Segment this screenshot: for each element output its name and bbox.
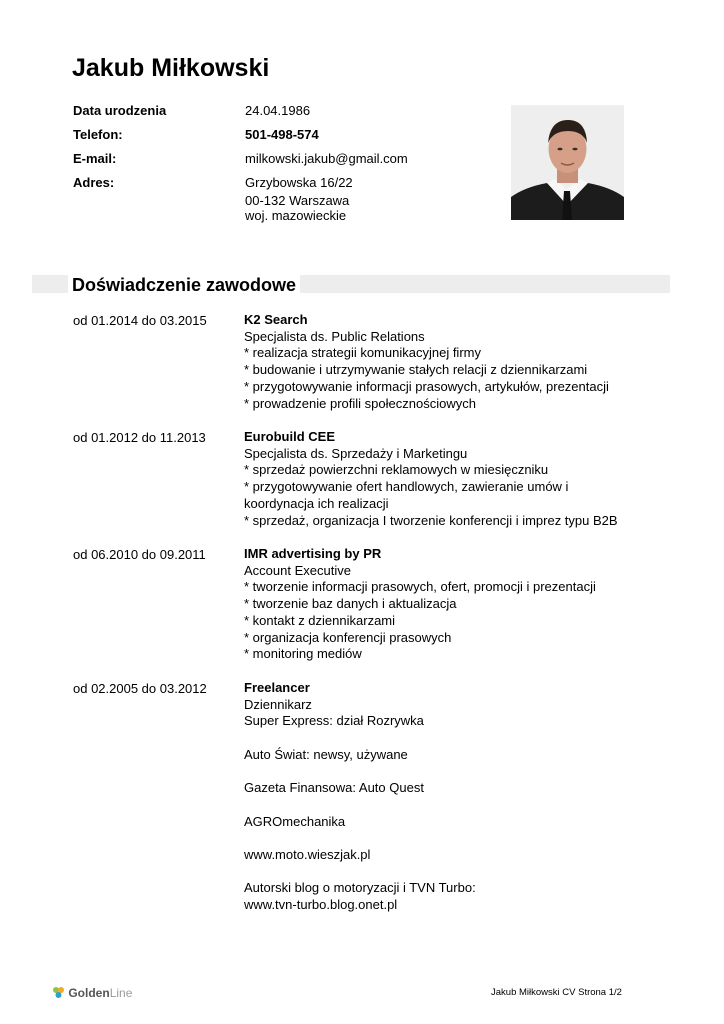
address-line: 00-132 Warszawa xyxy=(245,192,350,208)
duty-item: * tworzenie baz danych i aktualizacja xyxy=(244,596,457,612)
spacer xyxy=(244,797,654,814)
spacer xyxy=(244,830,654,847)
company-name: IMR advertising by PR xyxy=(244,546,382,561)
duty-item: * tworzenie informacji prasowych, ofert, promocji i prezentacji xyxy=(244,579,596,595)
duty-item: * przygotowywanie informacji prasowych, artykułów, prezentacji xyxy=(244,378,609,394)
experience-period: od 02.2005 do 03.2012 xyxy=(73,681,207,696)
duty-item: * monitoring mediów xyxy=(244,646,362,662)
person-portrait-icon xyxy=(511,105,624,220)
duty-item: * organizacja konferencji prasowych xyxy=(244,629,452,645)
experience-period: od 01.2014 do 03.2015 xyxy=(73,313,207,328)
birth-date-label: Data urodzenia xyxy=(73,103,167,118)
experience-entry xyxy=(244,546,654,663)
company-name: Freelancer xyxy=(244,680,310,695)
phone-label: Telefon: xyxy=(73,127,123,142)
experience-period: od 01.2012 do 11.2013 xyxy=(73,430,206,445)
email-value: milkowski.jakub@gmail.com xyxy=(245,151,408,166)
company-name: K2 Search xyxy=(244,312,308,327)
publication-item: Autorski blog o motoryzacji i TVN Turbo: xyxy=(244,880,476,896)
goldenline-logo-icon xyxy=(52,986,65,999)
duty-item: koordynacja ich realizacji xyxy=(244,495,389,511)
duty-item: * przygotowywanie ofert handlowych, zawieranie umów i xyxy=(244,479,569,495)
page-footer: Jakub Miłkowski CV Strona 1/2 xyxy=(491,987,622,998)
logo-text-line: Line xyxy=(109,986,133,1000)
section-title: Doświadczenie zawodowe xyxy=(68,274,300,296)
publication-item: www.tvn-turbo.blog.onet.pl xyxy=(244,897,398,913)
duty-item: * budowanie i utrzymywanie stałych relacji z dziennikarzami xyxy=(244,362,588,378)
duty-item: * sprzedaż, organizacja I tworzenie konferencji i imprez typu B2B xyxy=(244,512,618,528)
duty-item: * sprzedaż powierzchni reklamowych w miesięczniku xyxy=(244,462,549,478)
profile-photo xyxy=(511,105,624,220)
job-title: Specjalista ds. Sprzedaży i Marketingu xyxy=(244,445,468,461)
logo-text-golden: Golden xyxy=(68,986,110,1000)
experience-entry xyxy=(244,680,654,914)
goldenline-logo xyxy=(52,986,132,1000)
job-title: Specjalista ds. Public Relations xyxy=(244,328,425,344)
experience-entry xyxy=(244,429,654,529)
cv-name: Jakub Miłkowski xyxy=(72,54,270,82)
publication-item: www.moto.wieszjak.pl xyxy=(244,846,371,862)
duty-item: * kontakt z dziennikarzami xyxy=(244,612,396,628)
birth-date-value: 24.04.1986 xyxy=(245,103,311,118)
phone-value: 501-498-574 xyxy=(245,127,319,142)
publication-item: Auto Świat: newsy, używane xyxy=(244,746,408,762)
company-name: Eurobuild CEE xyxy=(244,429,335,444)
spacer xyxy=(244,764,654,781)
duty-item: * realizacja strategii komunikacyjnej firmy xyxy=(244,345,481,361)
address-label: Adres: xyxy=(73,175,115,190)
address-line: woj. mazowieckie xyxy=(245,208,347,223)
publication-item: Gazeta Finansowa: Auto Quest xyxy=(244,780,424,796)
experience-entry xyxy=(244,312,654,412)
experience-period: od 06.2010 do 09.2011 xyxy=(73,547,206,562)
publication-item: AGROmechanika xyxy=(244,813,346,829)
job-title: Dziennikarz xyxy=(244,696,312,712)
job-title: Account Executive xyxy=(244,562,351,578)
spacer xyxy=(244,864,654,881)
email-label: E-mail: xyxy=(73,151,117,166)
address-line: Grzybowska 16/22 xyxy=(245,175,353,190)
duty-item: * prowadzenie profili społecznościowych xyxy=(244,395,476,411)
publication-item: Super Express: dział Rozrywka xyxy=(244,713,424,729)
address-value xyxy=(245,175,353,224)
spacer xyxy=(244,730,654,747)
